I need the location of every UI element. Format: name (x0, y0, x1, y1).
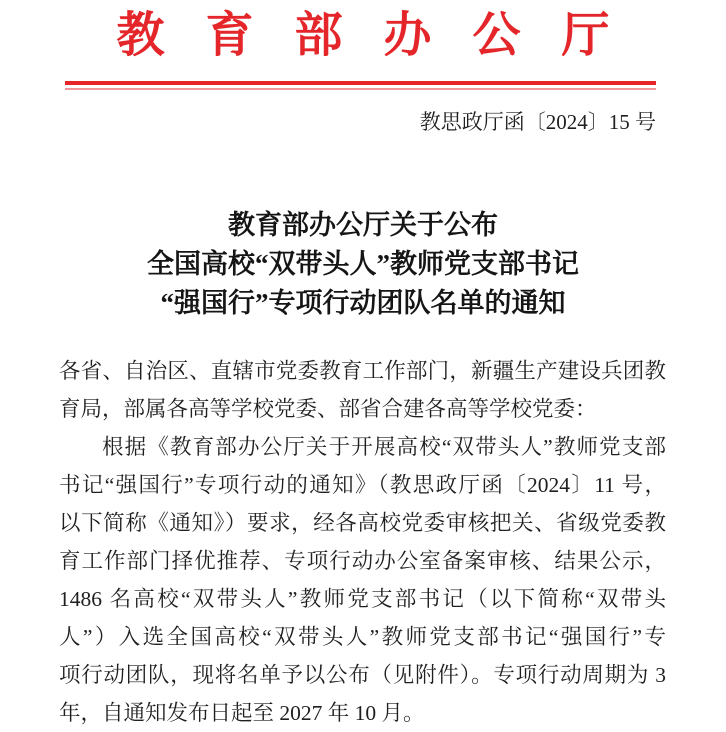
body-line: 1486 名高校“双带头人”教师党支部书记（以下简称“双带头 (59, 587, 666, 611)
body-line: 育工作部门择优推荐、专项行动办公室备案审核、结果公示， (59, 549, 666, 573)
body-line: 书记“强国行”专项行动的通知》（教思政厅函〔2024〕11 号， (59, 473, 666, 497)
notice-title-line-2: 全国高校“双带头人”教师党支部书记 (147, 249, 579, 279)
document-number: 教思政厅函〔2024〕15 号 (419, 110, 656, 134)
notice-title-line-3: “强国行”专项行动团队名单的通知 (160, 288, 566, 318)
body-line: 项行动团队，现将名单予以公布（见附件）。专项行动周期为 3 (59, 663, 666, 687)
body-line: 人”）入选全国高校“双带头人”教师党支部书记“强国行”专 (59, 625, 666, 649)
body-line: 根据《教育部办公厅关于开展高校“双带头人”教师党支部 (102, 435, 666, 459)
notice-title-line-1: 教育部办公厅关于公布 (228, 210, 498, 240)
letterhead-title: 教育部办公厅 (116, 9, 651, 62)
body-line: 育局，部属各高等学校党委、部省合建各高等学校党委： (59, 397, 597, 421)
body-line: 年，自通知发布日起至 2027 年 10 月。 (59, 701, 425, 725)
body-line: 以下简称《通知》）要求，经各高校党委审核把关、省级党委教 (59, 511, 666, 535)
red-rule-thin (65, 88, 656, 90)
red-rule-thick (65, 81, 656, 85)
body-line: 各省、自治区、直辖市党委教育工作部门，新疆生产建设兵团教 (59, 359, 666, 383)
notice-body (59, 352, 666, 732)
notice-title (0, 206, 726, 323)
